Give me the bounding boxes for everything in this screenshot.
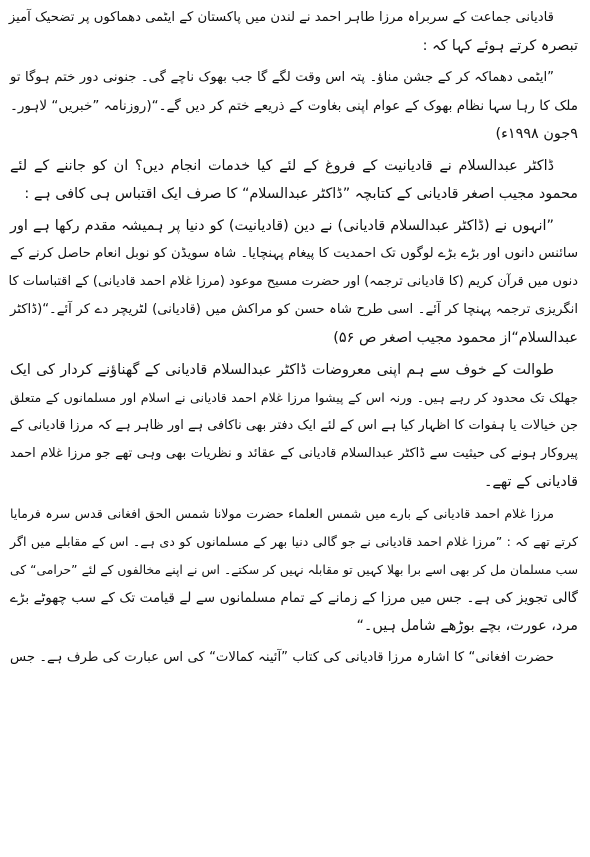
text-line: قادیانی کے تھے۔	[484, 474, 578, 490]
quote-paragraph	[10, 64, 578, 148]
text-body	[10, 4, 578, 672]
text-line: سب مسلمان مل کر بھی اسے برا بھلا کہیں تو مقابلہ نہیں کر سکتے۔ اس نے اپنے مخالفوں کے لئے ”حرامی“ کی	[10, 563, 578, 577]
text-line: مرد، عورت، بچے بوڑھے شامل ہیں۔“	[356, 618, 578, 634]
text-line: قادیانی جماعت کے سربراہ مرزا طاہر احمد نے لندن میں پاکستان کے ایٹمی دھماکوں پر تضحیک آمیز	[8, 10, 554, 25]
text-line: ”انہوں نے (ڈاکٹر عبدالسلام قادیانی) نے دین (قادیانیت) کو دنیا پر ہمیشہ مقدم رکھا ہے اور	[10, 218, 554, 234]
paragraph	[10, 152, 578, 208]
text-line: محمود مجیب اصغر قادیانی کے کتابچہ ”ڈاکٹر عبدالسلام“ کا صرف ایک اقتباس ہی کافی ہے :	[24, 186, 578, 202]
text-line: دنوں میں قرآن کریم (کا قادیانی ترجمہ) اور حضرت مسیح موعود (مرزا غلام احمد قادیانی) کے اقتباسات کا	[8, 274, 578, 289]
text-line: پیروکار ہونے کی حیثیت سے ڈاکٹر عبدالسلام قادیانی کے عقائد و نظریات بھی وہی تھے جو مرزا غلام احمد	[10, 446, 578, 461]
text-line: جھلک تک محدود کر رہے ہیں۔ ورنہ اس کے پیشوا مرزا غلام احمد قادیانی نے اسلام اور مسلمانوں کے متعلق	[10, 390, 578, 405]
text-line: انگریزی ترجمہ پہنچا کر آئے۔ اسی طرح شاہ حسن کو مراکش میں (قادیانی) لٹریچر دے کر آئے۔“(ڈاکٹر	[10, 302, 578, 317]
text-line: سائنس دانوں اور بڑے بڑے لوگوں تک احمدیت کا پیغام پہنچایا۔ شاہ سویڈن کو نوبل انعام حاصل کرنے کے	[10, 246, 578, 261]
text-line: طوالت کے خوف سے ہم اپنی معروضات ڈاکٹر عبدالسلام قادیانی کے گھناؤنے کردار کی ایک	[10, 362, 554, 378]
paragraph	[10, 4, 578, 60]
paragraph	[10, 500, 578, 640]
text-line: جن خیالات یا ہفوات کا اظہار کیا ہے اس کے لئے ایک دفتر بھی ناکافی ہے اور ظاہر ہے کہ مرزا قادیانی کے	[10, 418, 578, 433]
text-line: مرزا غلام احمد قادیانی کے بارے میں شمس العلماء حضرت مولانا شمس الحق افغانی قدس سرہ فرمایا	[10, 506, 554, 521]
text-line: عبدالسلام“از محمود مجیب اصغر ص ۵۶)	[333, 330, 578, 346]
text-line: ۹جون ۱۹۹۸ء)	[495, 126, 578, 142]
paragraph	[10, 356, 578, 496]
text-line: حضرت افغانی“ کا اشارہ مرزا قادیانی کی کتاب ”آئینہ کمالات“ کی اس عبارت کی طرف ہے۔ جس	[10, 650, 554, 665]
text-line: ملک کا رہا سہا نظام بھوک کے عوام اپنی بغاوت کے ذریعے ختم کر دیں گے۔“(روزنامہ ”خبریں“ لاہور۔	[10, 98, 578, 114]
text-line: ڈاکٹر عبدالسلام نے قادیانیت کے فروغ کے لئے کیا خدمات انجام دیں؟ ان کو جاننے کے لئے	[10, 158, 554, 174]
quote-paragraph	[10, 212, 578, 352]
text-line: کرتے تھے کہ : ”مرزا غلام احمد قادیانی نے جو گالی دنیا بھر کے مسلمانوں کو دی ہے۔ اس کے مقابلے میں اگر	[10, 534, 578, 549]
paragraph	[10, 644, 578, 672]
text-line: تبصرہ کرتے ہوئے کہا کہ :	[422, 38, 578, 54]
text-line: گالی تجویز کی ہے۔ جس میں مرزا کے زمانے کے تمام مسلمانوں سے لے قیامت تک کے سب چھوٹے بڑے	[10, 590, 578, 606]
text-line: ”ایٹمی دھماکہ کر کے جشن مناؤ۔ پتہ اس وقت لگے گا جب بھوک ناچے گی۔ جنونی دور ختم ہوگا تو	[10, 70, 554, 85]
